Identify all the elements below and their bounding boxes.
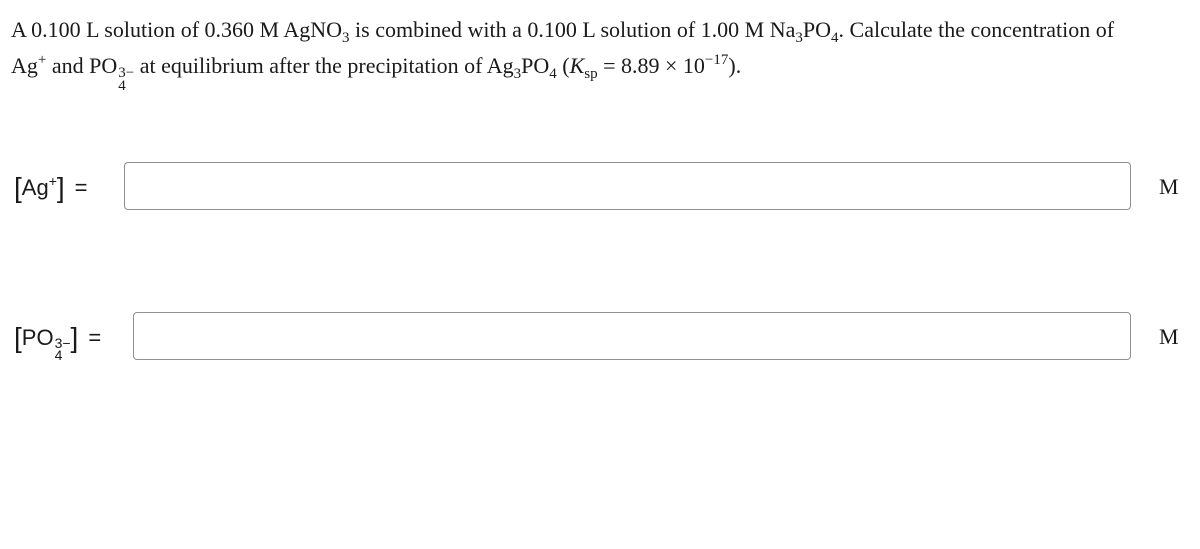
- subscript: 4: [831, 30, 839, 46]
- exponent: −17: [704, 52, 729, 68]
- answer-label-silver: [14, 172, 88, 204]
- equals-sign: =: [88, 325, 102, 350]
- silver-concentration-input[interactable]: [124, 162, 1131, 210]
- subscript: sp: [584, 66, 598, 82]
- label-species: PO: [21, 325, 54, 350]
- question-text-segment: = 8.89 × 10: [597, 53, 705, 78]
- question-text-segment: is combined with a 0.100 L solution of 1.00 M Na: [349, 17, 796, 42]
- answer-row-silver: [0, 162, 1200, 214]
- charge-subscript-stack: [118, 67, 134, 93]
- question-text-segment: A 0.100 L solution of 0.360 M AgNO: [11, 17, 343, 42]
- phosphate-concentration-input[interactable]: [133, 312, 1131, 360]
- unit-label: M: [1159, 174, 1179, 199]
- equals-sign: =: [74, 175, 88, 200]
- question-line-2: [11, 48, 1191, 93]
- question-text-segment: . Calculate the concentration of: [838, 17, 1115, 42]
- open-bracket: [: [14, 322, 22, 353]
- superscript: 3−: [54, 335, 71, 351]
- superscript: 3−: [118, 65, 135, 81]
- answer-row-phosphate: [0, 312, 1200, 364]
- charge-subscript-stack: [55, 337, 71, 361]
- ksp-symbol: K: [569, 53, 585, 78]
- question-text-segment: and: [46, 53, 90, 78]
- superscript: +: [48, 173, 57, 189]
- question-text-segment: (: [556, 53, 570, 78]
- subscript: 4: [54, 347, 63, 363]
- phosphate-ion: PO: [89, 53, 118, 78]
- unit-label: M: [1159, 324, 1179, 349]
- answer-label-phosphate: [14, 322, 101, 361]
- subscript: 3: [513, 66, 522, 82]
- subscript: 3: [795, 30, 803, 46]
- subscript: 4: [549, 66, 557, 82]
- subscript: 4: [118, 78, 126, 94]
- question-text-segment: PO: [521, 53, 550, 78]
- open-bracket: [: [14, 172, 22, 203]
- silver-ion: Ag: [11, 53, 38, 78]
- question-text-segment: ).: [728, 53, 742, 78]
- label-species: Ag: [21, 175, 49, 200]
- question-line-1: [11, 12, 1191, 48]
- superscript: +: [37, 52, 47, 68]
- question-text-segment: PO: [802, 17, 832, 42]
- question-text: [11, 12, 1191, 93]
- subscript: 3: [342, 30, 350, 46]
- close-bracket: ]: [56, 172, 65, 203]
- question-text-segment: at equilibrium after the precipitation of Ag: [134, 53, 514, 78]
- close-bracket: ]: [70, 322, 79, 353]
